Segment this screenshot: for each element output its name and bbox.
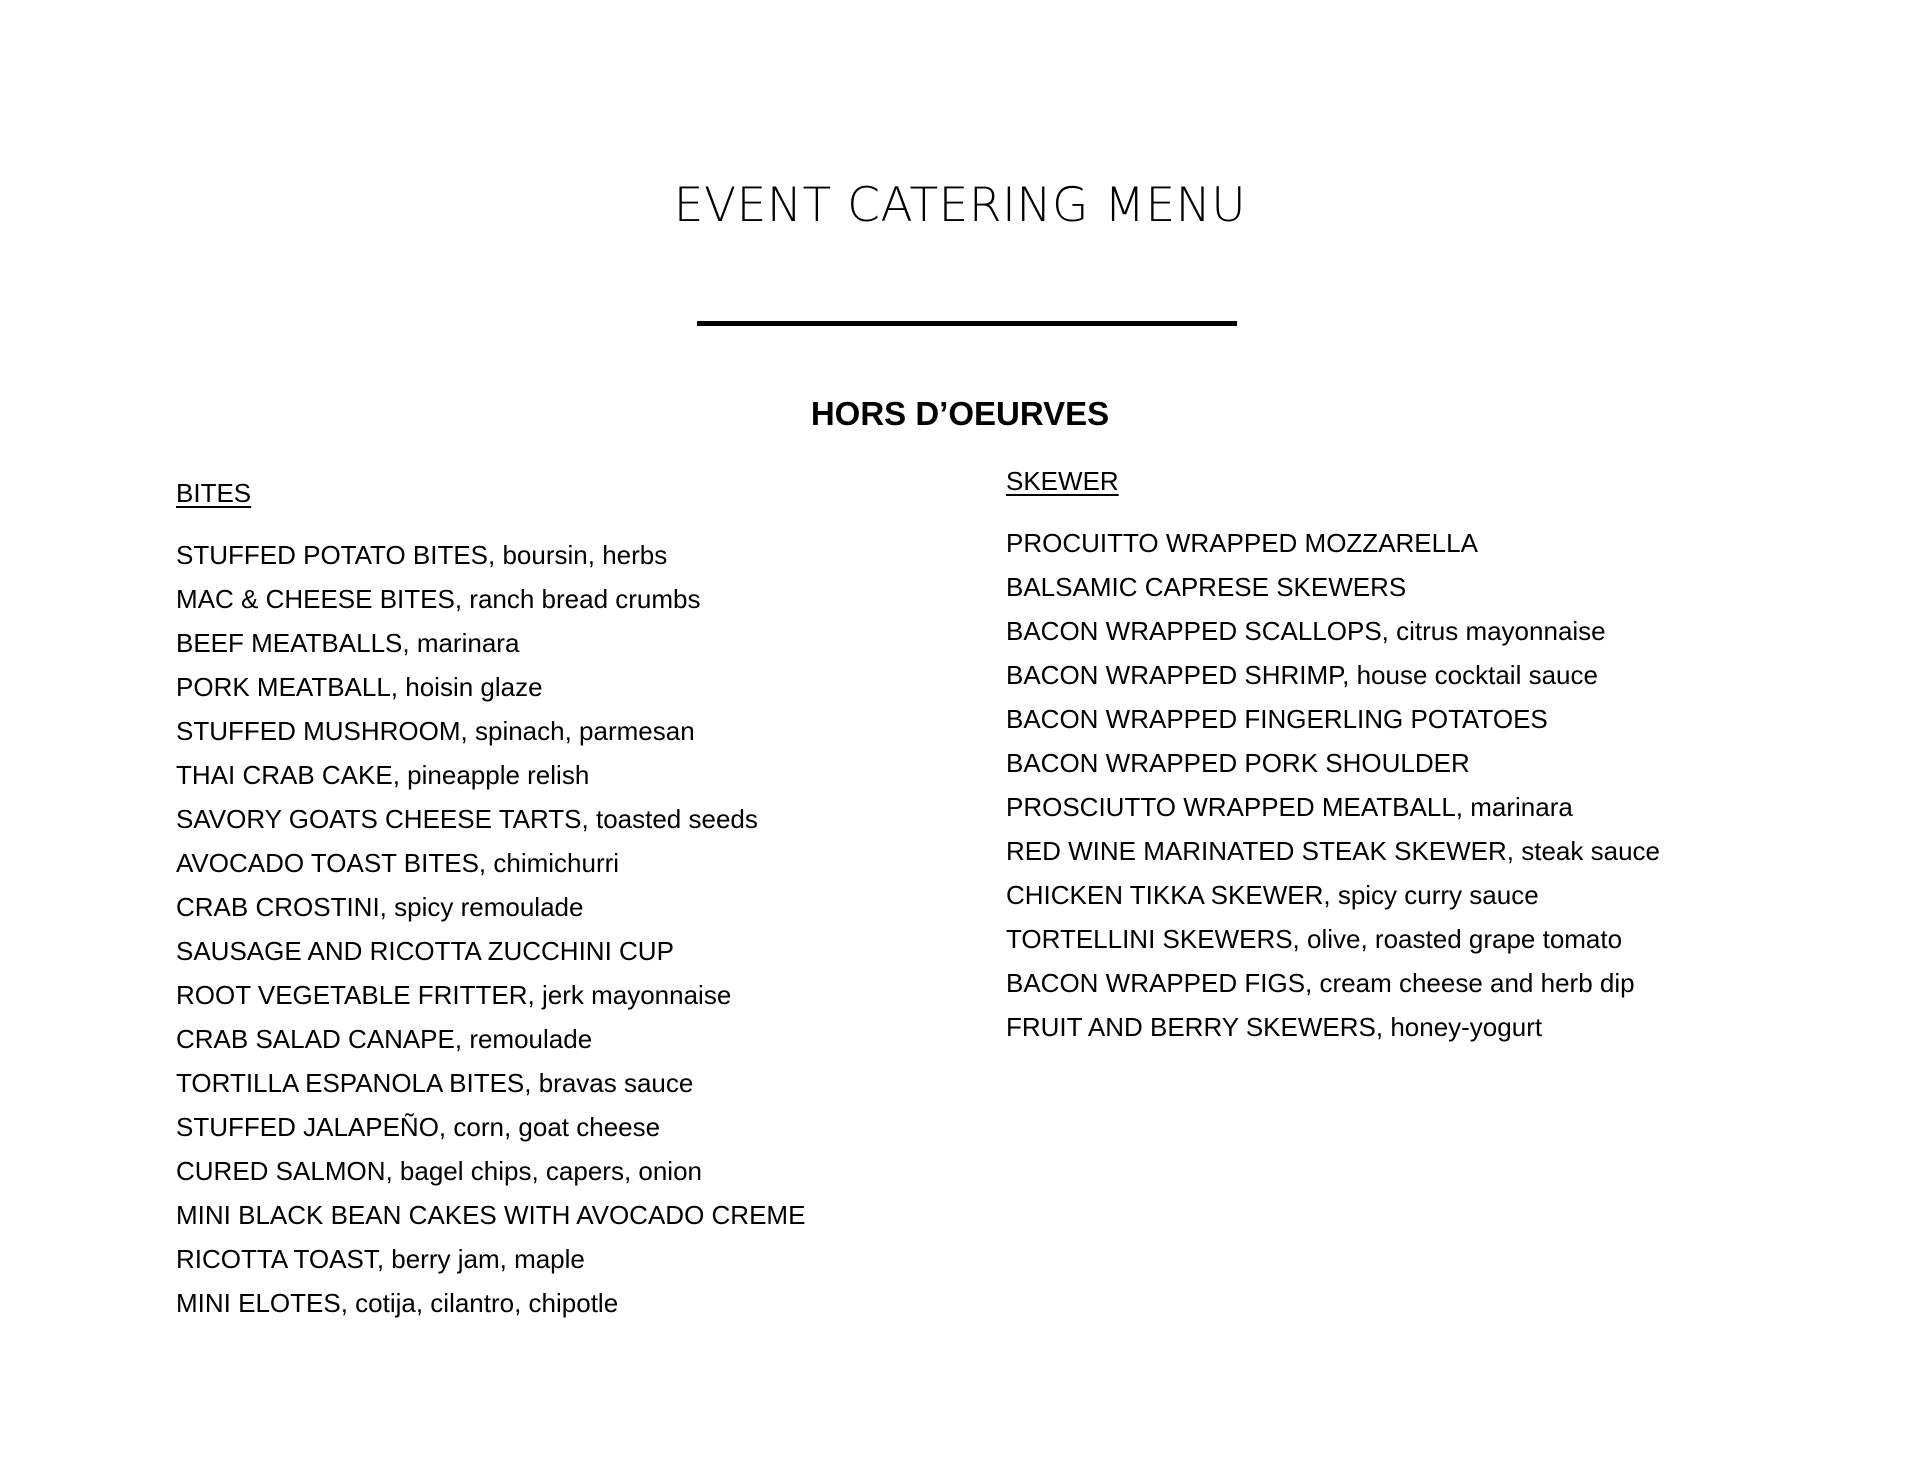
title-divider [697,321,1237,326]
menu-item: BACON WRAPPED FINGERLING POTATOES [1006,704,1548,735]
page-title: EVENT CATERING MENU [673,178,1247,233]
bites-column [176,478,805,1325]
menu-item: RICOTTA TOAST, berry jam, maple [176,1244,585,1275]
menu-item: SAVORY GOATS CHEESE TARTS, toasted seeds [176,804,758,835]
skewer-list [1006,521,1660,1049]
menu-item: BACON WRAPPED SCALLOPS, citrus mayonnaise [1006,616,1606,647]
menu-item: ROOT VEGETABLE FRITTER, jerk mayonnaise [176,980,732,1011]
menu-item: PROCUITTO WRAPPED MOZZARELLA [1006,528,1478,559]
menu-item: BEEF MEATBALLS, marinara [176,628,520,659]
menu-item: THAI CRAB CAKE, pineapple relish [176,760,590,791]
menu-item: RED WINE MARINATED STEAK SKEWER, steak sauce [1006,836,1660,867]
menu-item: TORTILLA ESPANOLA BITES, bravas sauce [176,1068,694,1099]
menu-item: CURED SALMON, bagel chips, capers, onion [176,1156,703,1187]
menu-item: BACON WRAPPED PORK SHOULDER [1006,748,1470,779]
menu-item: BACON WRAPPED FIGS, cream cheese and herb dip [1006,968,1635,999]
bites-heading: BITES [176,478,252,508]
skewer-column [1006,466,1660,1049]
menu-item: CHICKEN TIKKA SKEWER, spicy curry sauce [1006,880,1539,911]
menu-item: MINI ELOTES, cotija, cilantro, chipotle [176,1288,619,1319]
menu-item: TORTELLINI SKEWERS, olive, roasted grape tomato [1006,924,1623,955]
menu-item: FRUIT AND BERRY SKEWERS, honey-yogurt [1006,1012,1543,1043]
menu-item: BALSAMIC CAPRESE SKEWERS [1006,572,1407,603]
menu-item: CRAB CROSTINI, spicy remoulade [176,892,584,923]
menu-item: SAUSAGE AND RICOTTA ZUCCHINI CUP [176,936,674,967]
menu-item: PROSCIUTTO WRAPPED MEATBALL, marinara [1006,792,1573,823]
menu-item: MINI BLACK BEAN CAKES WITH AVOCADO CREME [176,1200,806,1231]
menu-item: MAC & CHEESE BITES, ranch bread crumbs [176,584,701,615]
bites-list [176,533,805,1325]
menu-item: STUFFED POTATO BITES, boursin, herbs [176,540,668,571]
menu-item: PORK MEATBALL, hoisin glaze [176,672,543,703]
menu-item: BACON WRAPPED SHRIMP, house cocktail sauce [1006,660,1598,691]
menu-item: CRAB SALAD CANAPE, remoulade [176,1024,593,1055]
menu-item: AVOCADO TOAST BITES, chimichurri [176,848,620,879]
section-heading: HORS D’OEURVES [810,395,1110,432]
menu-item: STUFFED MUSHROOM, spinach, parmesan [176,716,695,747]
menu-item: STUFFED JALAPEÑO, corn, goat cheese [176,1112,661,1143]
skewer-heading: SKEWER [1006,466,1119,496]
